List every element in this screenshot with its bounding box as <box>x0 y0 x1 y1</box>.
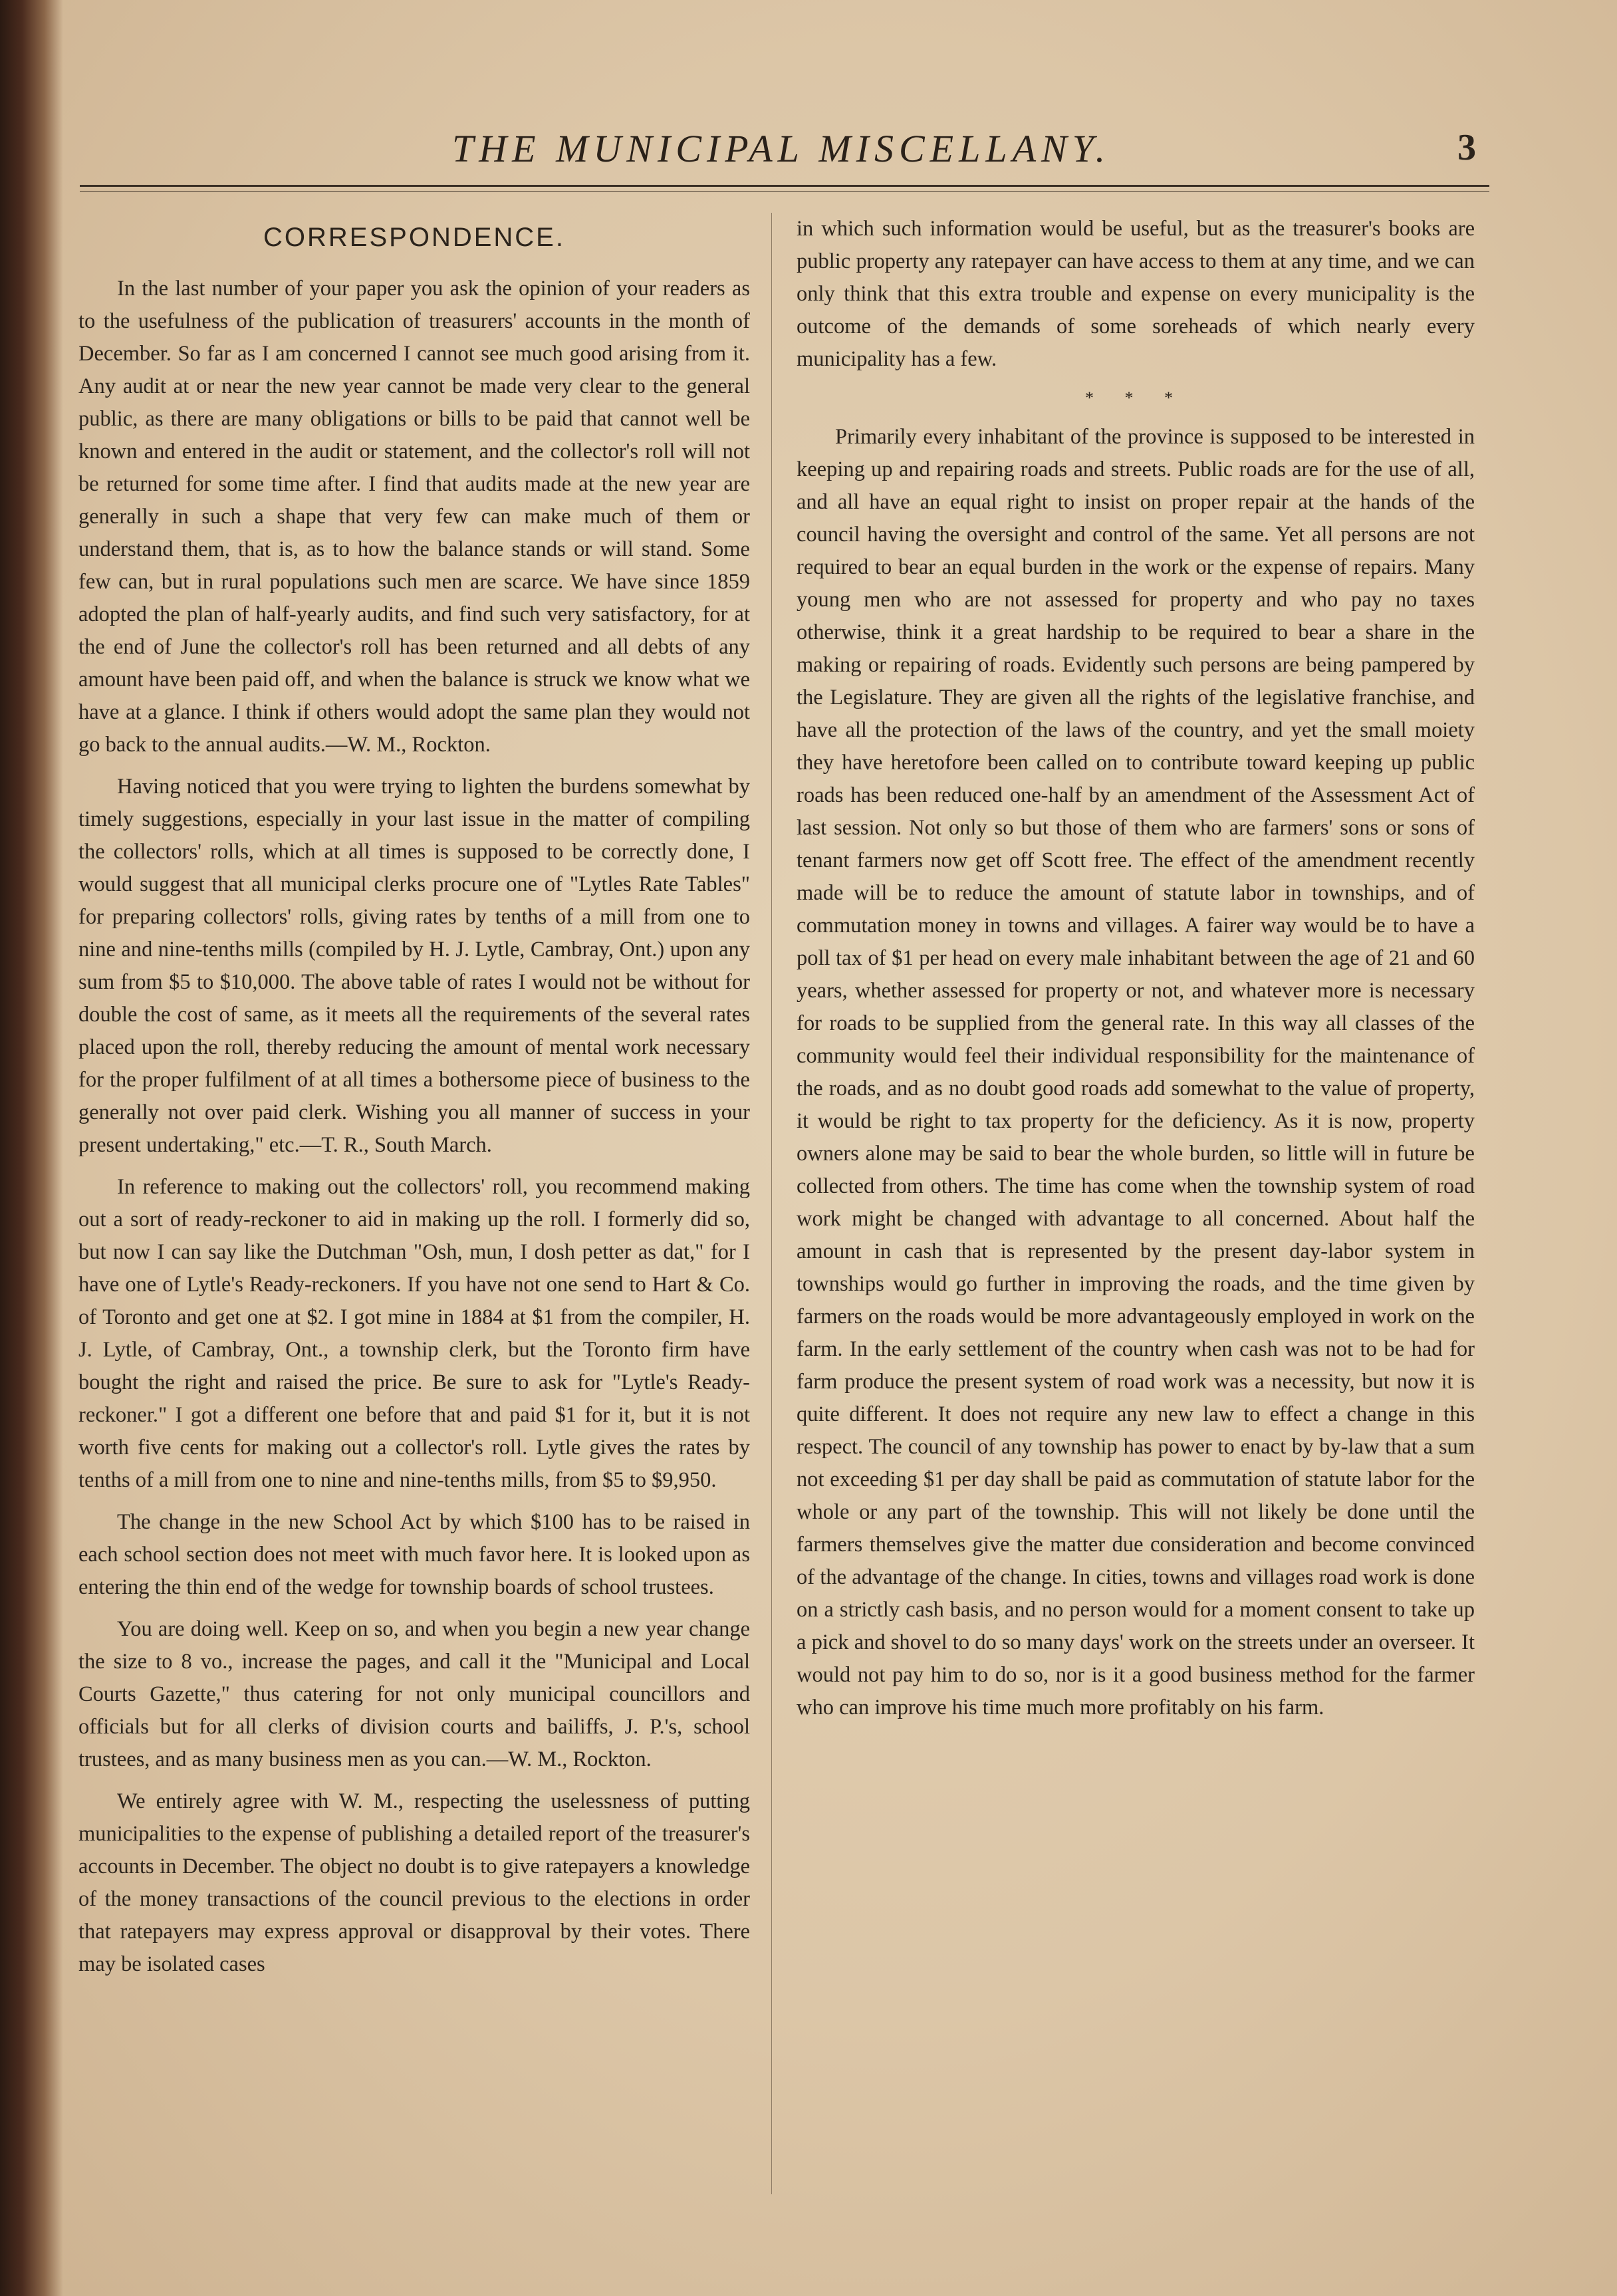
editorial-paragraph: We entirely agree with W. M., respecting the uselessness of putting municipalities to the expense of publishing a detailed report of the treasurer's accounts in December. The object no doubt is to give ratepayers a knowledge of the money transactions of the council previous to the elections in order that ratepayers may express approval or disapproval by their votes. There may be isolated cases <box>78 1789 750 1976</box>
page-header <box>80 120 1489 199</box>
header-rule-thin <box>80 191 1489 192</box>
book-binding-edge <box>0 0 63 2296</box>
letter-paragraph: Having noticed that you were trying to lighten the burdens somewhat by timely suggestions, especially in your last issue in the matter of compiling the collectors' rolls, which at all times is supposed to be correctly done, I would suggest that all municipal clerks procure one of "Lytles Rate Tables" for preparing collectors' rolls, giving rates by tenths of a mill from one to nine and nine-tenths mills (compiled by H. J. Lytle, Cambray, Ont.) upon any sum from $5 to $10,000. The above table of rates I would not be without for double the cost of same, as it meets all the requirements of the several rates placed upon the roll, thereby reducing the amount of mental work necessary for the proper fulfilment of at all times a bothersome piece of business to the generally not over paid clerk. Wishing you all manner of success in your present undertaking," etc.—T. R., South March. <box>78 775 750 1157</box>
letter-paragraph: The change in the new School Act by which $100 has to be raised in each school section does not meet with much favor here. It is looked upon as entering the thin end of the wedge for township boards of school trustees. <box>78 1510 750 1599</box>
section-title: CORRESPONDENCE. <box>263 223 565 252</box>
running-title: THE MUNICIPAL MISCELLANY. <box>452 127 1111 170</box>
column-divider <box>771 213 772 2194</box>
header-rule-thick <box>80 185 1489 187</box>
left-column <box>78 213 750 2234</box>
section-separator: * * * <box>1085 388 1186 408</box>
editorial-paragraph: Primarily every inhabitant of the province is supposed to be interested in keeping up and repairing roads and streets. Public roads are for the use of all, and all have an equal right to insist on proper repair at the hands of the council having the oversight and control of the same. Yet all persons are not required to bear an equal burden in the work or the expense of repairs. Many young men who are not assessed for property and who pay no taxes otherwise, think it a great hardship to be required to bear a share in the making or repairing of roads. Evidently such persons are being pampered by the Legislature. They are given all the rights of the legislative franchise, and have all the protection of the laws of the country, and yet the small moiety they have heretofore been called on to contribute toward keeping up public roads has been reduced one-half by an amendment of the Assessment Act of last session. Not only so but those of them who are farmers' sons or sons of tenant farmers now get off Scott free. The effect of the amendment recently made will be to reduce the amount of statute labor in townships, and of commutation money in towns and villages. A fairer way would be to have a poll tax of $1 per head on every male inhabitant between the age of 21 and 60 years, whether assessed for property or not, and whatever more is necessary for roads to be supplied from the general rate. In this way all classes of the community would feel their individual responsibility for the maintenance of the roads, and as no doubt good roads add somewhat to the value of property, it would be right to tax property for the deficiency. As it is now, property owners alone may be said to bear the whole burden, so little will in future be collected from others. The time has come when the township system of road work might be changed with advantage to all concerned. About half the amount in cash that is represented by the present day-labor system in townships would go further in improving the roads, and the time given by farmers on the roads would be more advantageously employed in work on the farm. In the early settlement of the country when cash was not to be had for farm produce the present system of road work was a necessity, but now it is quite different. It does not require any new law to effect a change in this respect. The council of any township has power to enact by by-law that a sum not exceeding $1 per day shall be paid as commutation of statute labor for the whole or any part of the township. This will not likely be done until the farmers themselves give the matter due consideration and become convinced of the advantage of the change. In cities, towns and villages road work is done on a strictly cash basis, and no person would for a moment consent to take up a pick and shovel to do so many days' work on the streets under an overseer. It would not pay him to do so, nor is it a good business method for the farmer who can improve his time much more profitably on his farm. <box>797 425 1475 1720</box>
letter-paragraph: In reference to making out the collectors' roll, you recommend making out a sort of ready-reckoner to aid in making up the roll. I formerly did so, but now I can say like the Dutchman "Osh, mun, I dosh petter as dat," for I have one of Lytle's Ready-reckoners. If you have not one send to Hart & Co. of Toronto and get one at $2. I got mine in 1884 at $1 from the compiler, H. J. Lytle, of Cambray, Ont., a township clerk, but the Toronto firm have bought the right and raised the price. Be sure to ask for "Lytle's Ready-reckoner." I got a different one before that and paid $1 for it, but it is not worth five cents for making out a collector's roll. Lytle gives the rates by tenths of a mill from one to nine and nine-tenths mills, from $5 to $9,950. <box>78 1175 750 1492</box>
editorial-continuation: in which such information would be useful, but as the treasurer's books are public property any ratepayer can have access to them at any time, and we can only think that this extra trouble and expense on every municipality is the outcome of the demands of some soreheads of which nearly every municipality has a few. <box>797 217 1475 371</box>
letter-paragraph: In the last number of your paper you ask the opinion of your readers as to the usefulness of the publication of treasurers' accounts in the month of December. So far as I am concerned I cannot see much good arising from it. Any audit at or near the new year cannot be made very clear to the general public, as there are many obligations or bills to be paid that cannot well be known and entered in the audit or statement, and the collector's roll will not be returned for some time after. I find that audits made at the new year are generally in such a shape that very few can make much of them or understand them, that is, as to how the balance stands or will stand. Some few can, but in rural populations such men are scarce. We have since 1859 adopted the plan of half-yearly audits, and find such very satisfactory, for at the end of June the collector's roll has been returned and all debts of any amount have been paid off, and when the balance is struck we know what we have at a glance. I think if others would adopt the same plan they would not go back to the annual audits.—W. M., Rockton. <box>78 277 750 757</box>
page-number: 3 <box>1457 127 1476 168</box>
right-column <box>797 213 1475 2234</box>
letter-paragraph: You are doing well. Keep on so, and when you begin a new year change the size to 8 vo., increase the pages, and call it the "Municipal and Local Courts Gazette," thus catering for not only municipal councillors and officials but for all clerks of division courts and bailiffs, J. P.'s, school trustees, and as many business men as you can.—W. M., Rockton. <box>78 1617 750 1771</box>
